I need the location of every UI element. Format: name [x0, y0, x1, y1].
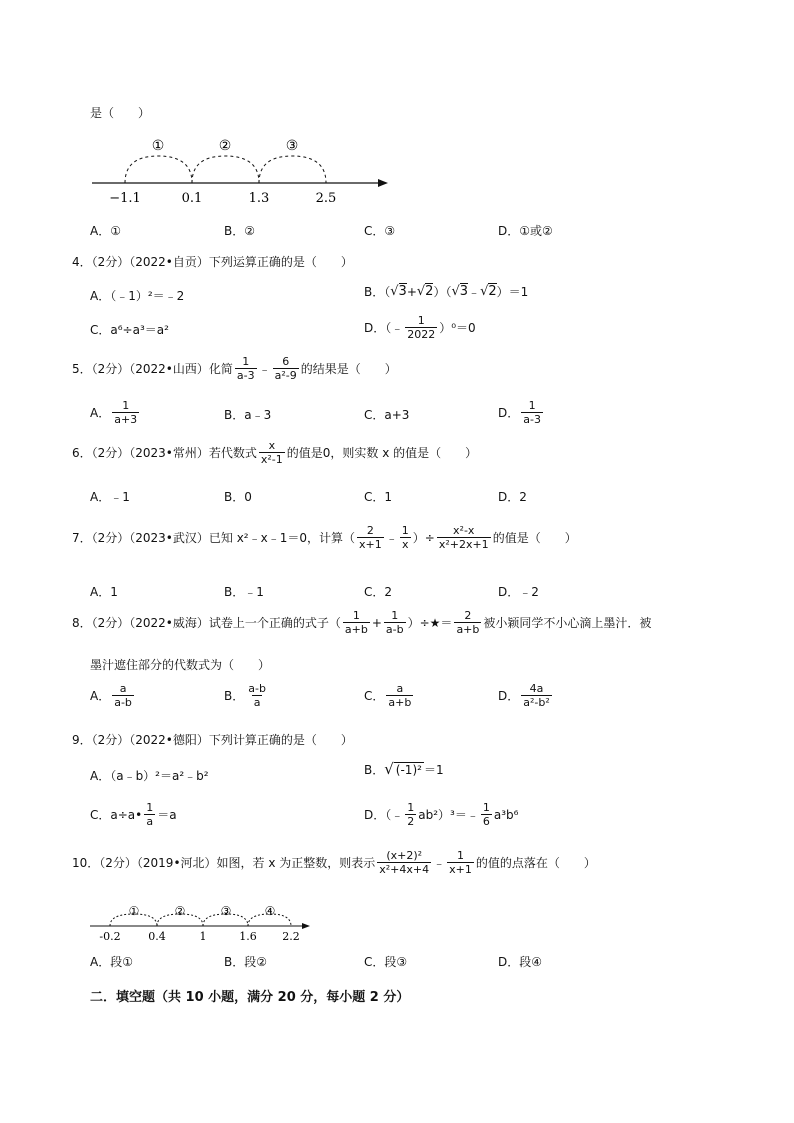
option-b: B．② — [224, 224, 255, 238]
text: ）÷ — [412, 531, 435, 545]
text: 被小颖同学不小心滴上墨汁．被 — [483, 616, 652, 630]
tick-label: -0.2 — [99, 930, 121, 943]
text: 10．（2分）（2019•河北）如图，若 x 为正整数，则表示 — [72, 856, 376, 870]
q5-stem — [72, 355, 397, 382]
text: ＝a — [157, 808, 177, 822]
number-line-1 — [88, 128, 398, 210]
arc-label-1: ① — [151, 138, 165, 154]
text: 5．（2分）（2022•山西）化简 — [72, 362, 233, 376]
q4-option-b — [364, 283, 528, 300]
text: D．（﹣ — [364, 321, 404, 335]
radical: √2 — [416, 284, 434, 299]
text: ）⁰＝0 — [439, 321, 476, 335]
number-line-2 — [88, 896, 318, 944]
tick-label: 2.2 — [282, 930, 300, 943]
fraction: $\frac{a}{a+b}$ — [388, 682, 412, 709]
radicand: (-1)² — [395, 762, 422, 777]
text: ﹣ — [433, 856, 446, 870]
radical: √2 — [480, 284, 497, 299]
q5-option-c: C．a+3 — [364, 408, 410, 422]
tick-label: 0.4 — [148, 930, 166, 943]
text: C．a÷a• — [90, 808, 143, 822]
fraction: $\frac{1}{a}$ — [146, 801, 154, 828]
fraction: $\frac{1}{a-3}$ — [236, 355, 255, 382]
option-a: A．① — [90, 224, 121, 238]
fraction: $\frac{\text{(x+2)²}}{\text{x²+4x+4}}$ — [379, 849, 430, 876]
fraction: $\frac{\text{x²-x}}{\text{x²+2x+1}}$ — [438, 524, 489, 551]
text: ﹣ — [258, 362, 271, 376]
arc-label-4: ④ — [264, 904, 276, 918]
text: B．（ — [364, 285, 391, 299]
text: a³b⁶ — [493, 807, 519, 822]
q7-option-a: A．1 — [90, 585, 118, 599]
q5-option-a — [90, 399, 141, 426]
text: ﹣ — [468, 285, 481, 299]
q9-option-c — [90, 801, 177, 828]
text: 8．（2分）（2022•威海）试卷上一个正确的式子（ — [72, 616, 341, 630]
fraction: $\frac{2}{x+1}$ — [359, 524, 382, 551]
q4-stem: 4．（2分）（2022•自贡）下列运算正确的是（ ） — [72, 255, 353, 269]
text: A． — [90, 689, 111, 703]
arc-label-2: ② — [218, 138, 232, 154]
fraction: $\frac{4a}{\text{a²-b²}}$ — [523, 682, 550, 709]
text: 的值的点落在（ ） — [475, 856, 596, 870]
text: C． — [364, 689, 385, 703]
q5-option-d — [498, 399, 545, 426]
text: D．（﹣ — [364, 808, 404, 822]
q4-option-a: A．（﹣1）²＝﹣2 — [90, 289, 185, 303]
fraction: $\frac{1}{2}$ — [407, 801, 415, 828]
fraction: $\frac{a}{a-b}$ — [114, 682, 132, 709]
tick-label: 2.5 — [315, 191, 337, 206]
fraction: $\frac{1}{x+1}$ — [449, 849, 472, 876]
q6-option-b: B．0 — [224, 490, 252, 504]
radical: √3 — [390, 284, 407, 299]
fraction: $\frac{1}{6}$ — [482, 801, 490, 828]
text: + — [406, 284, 417, 299]
q8-option-b — [224, 682, 270, 709]
arc-label-3: ③ — [220, 904, 232, 918]
text: ）＝1 — [496, 285, 529, 299]
fraction: $\frac{x}{\text{x²-1}}$ — [260, 439, 283, 466]
text: ＝1 — [423, 762, 444, 777]
text: ）（ — [433, 285, 452, 299]
q7-option-c: C．2 — [364, 585, 393, 599]
option-c: C．③ — [364, 224, 396, 238]
option-d: D．①或② — [498, 224, 553, 238]
q5-option-b: B．a﹣3 — [224, 408, 272, 422]
fraction: $\frac{1}{a+b}$ — [344, 609, 368, 636]
q6-option-a: A．﹣1 — [90, 490, 130, 504]
radical: √3 — [451, 284, 469, 299]
q7-option-b: B．﹣1 — [224, 585, 264, 599]
q4-option-d — [364, 314, 476, 341]
q8-option-a — [90, 682, 136, 709]
fraction: $\frac{2}{a+b}$ — [456, 609, 480, 636]
text: ﹣ — [385, 531, 398, 545]
q10-stem — [72, 849, 596, 876]
q8-stem — [72, 609, 651, 636]
text: 的值是0，则实数 x 的值是（ ） — [286, 446, 478, 460]
text: D． — [498, 689, 520, 703]
fraction: $\frac{1}{a-3}$ — [523, 399, 541, 426]
text: D． — [498, 406, 520, 420]
text: B． — [364, 762, 385, 777]
q3-tail: 是（ ） — [90, 106, 151, 120]
q4-option-c: C．a⁶÷a³＝a² — [90, 323, 169, 337]
tick-label: 1.3 — [248, 191, 270, 206]
q8-line2: 墨汁遮住部分的代数式为（ ） — [90, 658, 271, 672]
q8-option-d — [498, 682, 554, 709]
text: 7．（2分）（2023•武汉）已知 x²﹣x﹣1＝0，计算（ — [72, 531, 355, 545]
arc-label-1: ① — [128, 904, 140, 918]
q9-option-b — [364, 760, 444, 778]
q10-option-c: C．段③ — [364, 955, 408, 969]
text: ）÷★＝ — [407, 616, 453, 630]
q6-option-c: C．1 — [364, 490, 393, 504]
fraction: $\frac{1}{a-b}$ — [385, 609, 404, 636]
arc-label-3: ③ — [285, 138, 299, 154]
text: A． — [90, 406, 111, 420]
section-heading: 二．填空题（共 10 小题，满分 20 分，每小题 2 分） — [90, 990, 410, 1005]
text: B． — [224, 689, 245, 703]
q10-option-a: A．段① — [90, 955, 133, 969]
text: ab²）³＝﹣ — [418, 808, 479, 822]
q7-option-d: D．﹣2 — [498, 585, 539, 599]
text: + — [371, 615, 382, 630]
q7-stem — [72, 524, 577, 551]
tick-label: 0.1 — [181, 191, 203, 206]
q6-stem — [72, 439, 477, 466]
text: 的结果是（ ） — [300, 362, 397, 376]
text: 6．（2分）（2023•常州）若代数式 — [72, 446, 257, 460]
fraction: $\frac{a-b}{a}$ — [248, 682, 266, 709]
q10-option-b: B．段② — [224, 955, 267, 969]
q9-stem: 9．（2分）（2022•德阳）下列计算正确的是（ ） — [72, 733, 353, 747]
fraction: $\frac{1}{x}$ — [401, 524, 409, 551]
tick-label: −1.1 — [109, 191, 141, 206]
q8-option-c — [364, 682, 415, 709]
radical: √ — [384, 760, 394, 778]
fraction: $\frac{1}{2022}$ — [407, 314, 436, 341]
arc-label-2: ② — [174, 904, 186, 918]
q9-option-d — [364, 801, 518, 828]
q6-option-d: D．2 — [498, 490, 527, 504]
q9-option-a: A．（a﹣b）²＝a²﹣b² — [90, 769, 209, 783]
text: 的值是（ ） — [492, 531, 577, 545]
tick-label: 1.6 — [239, 930, 257, 943]
fraction: $\frac{6}{\text{a²-9}}$ — [274, 355, 297, 382]
tick-label: 1 — [199, 930, 207, 943]
fraction: $\frac{1}{a+3}$ — [114, 399, 138, 426]
q10-option-d: D．段④ — [498, 955, 542, 969]
